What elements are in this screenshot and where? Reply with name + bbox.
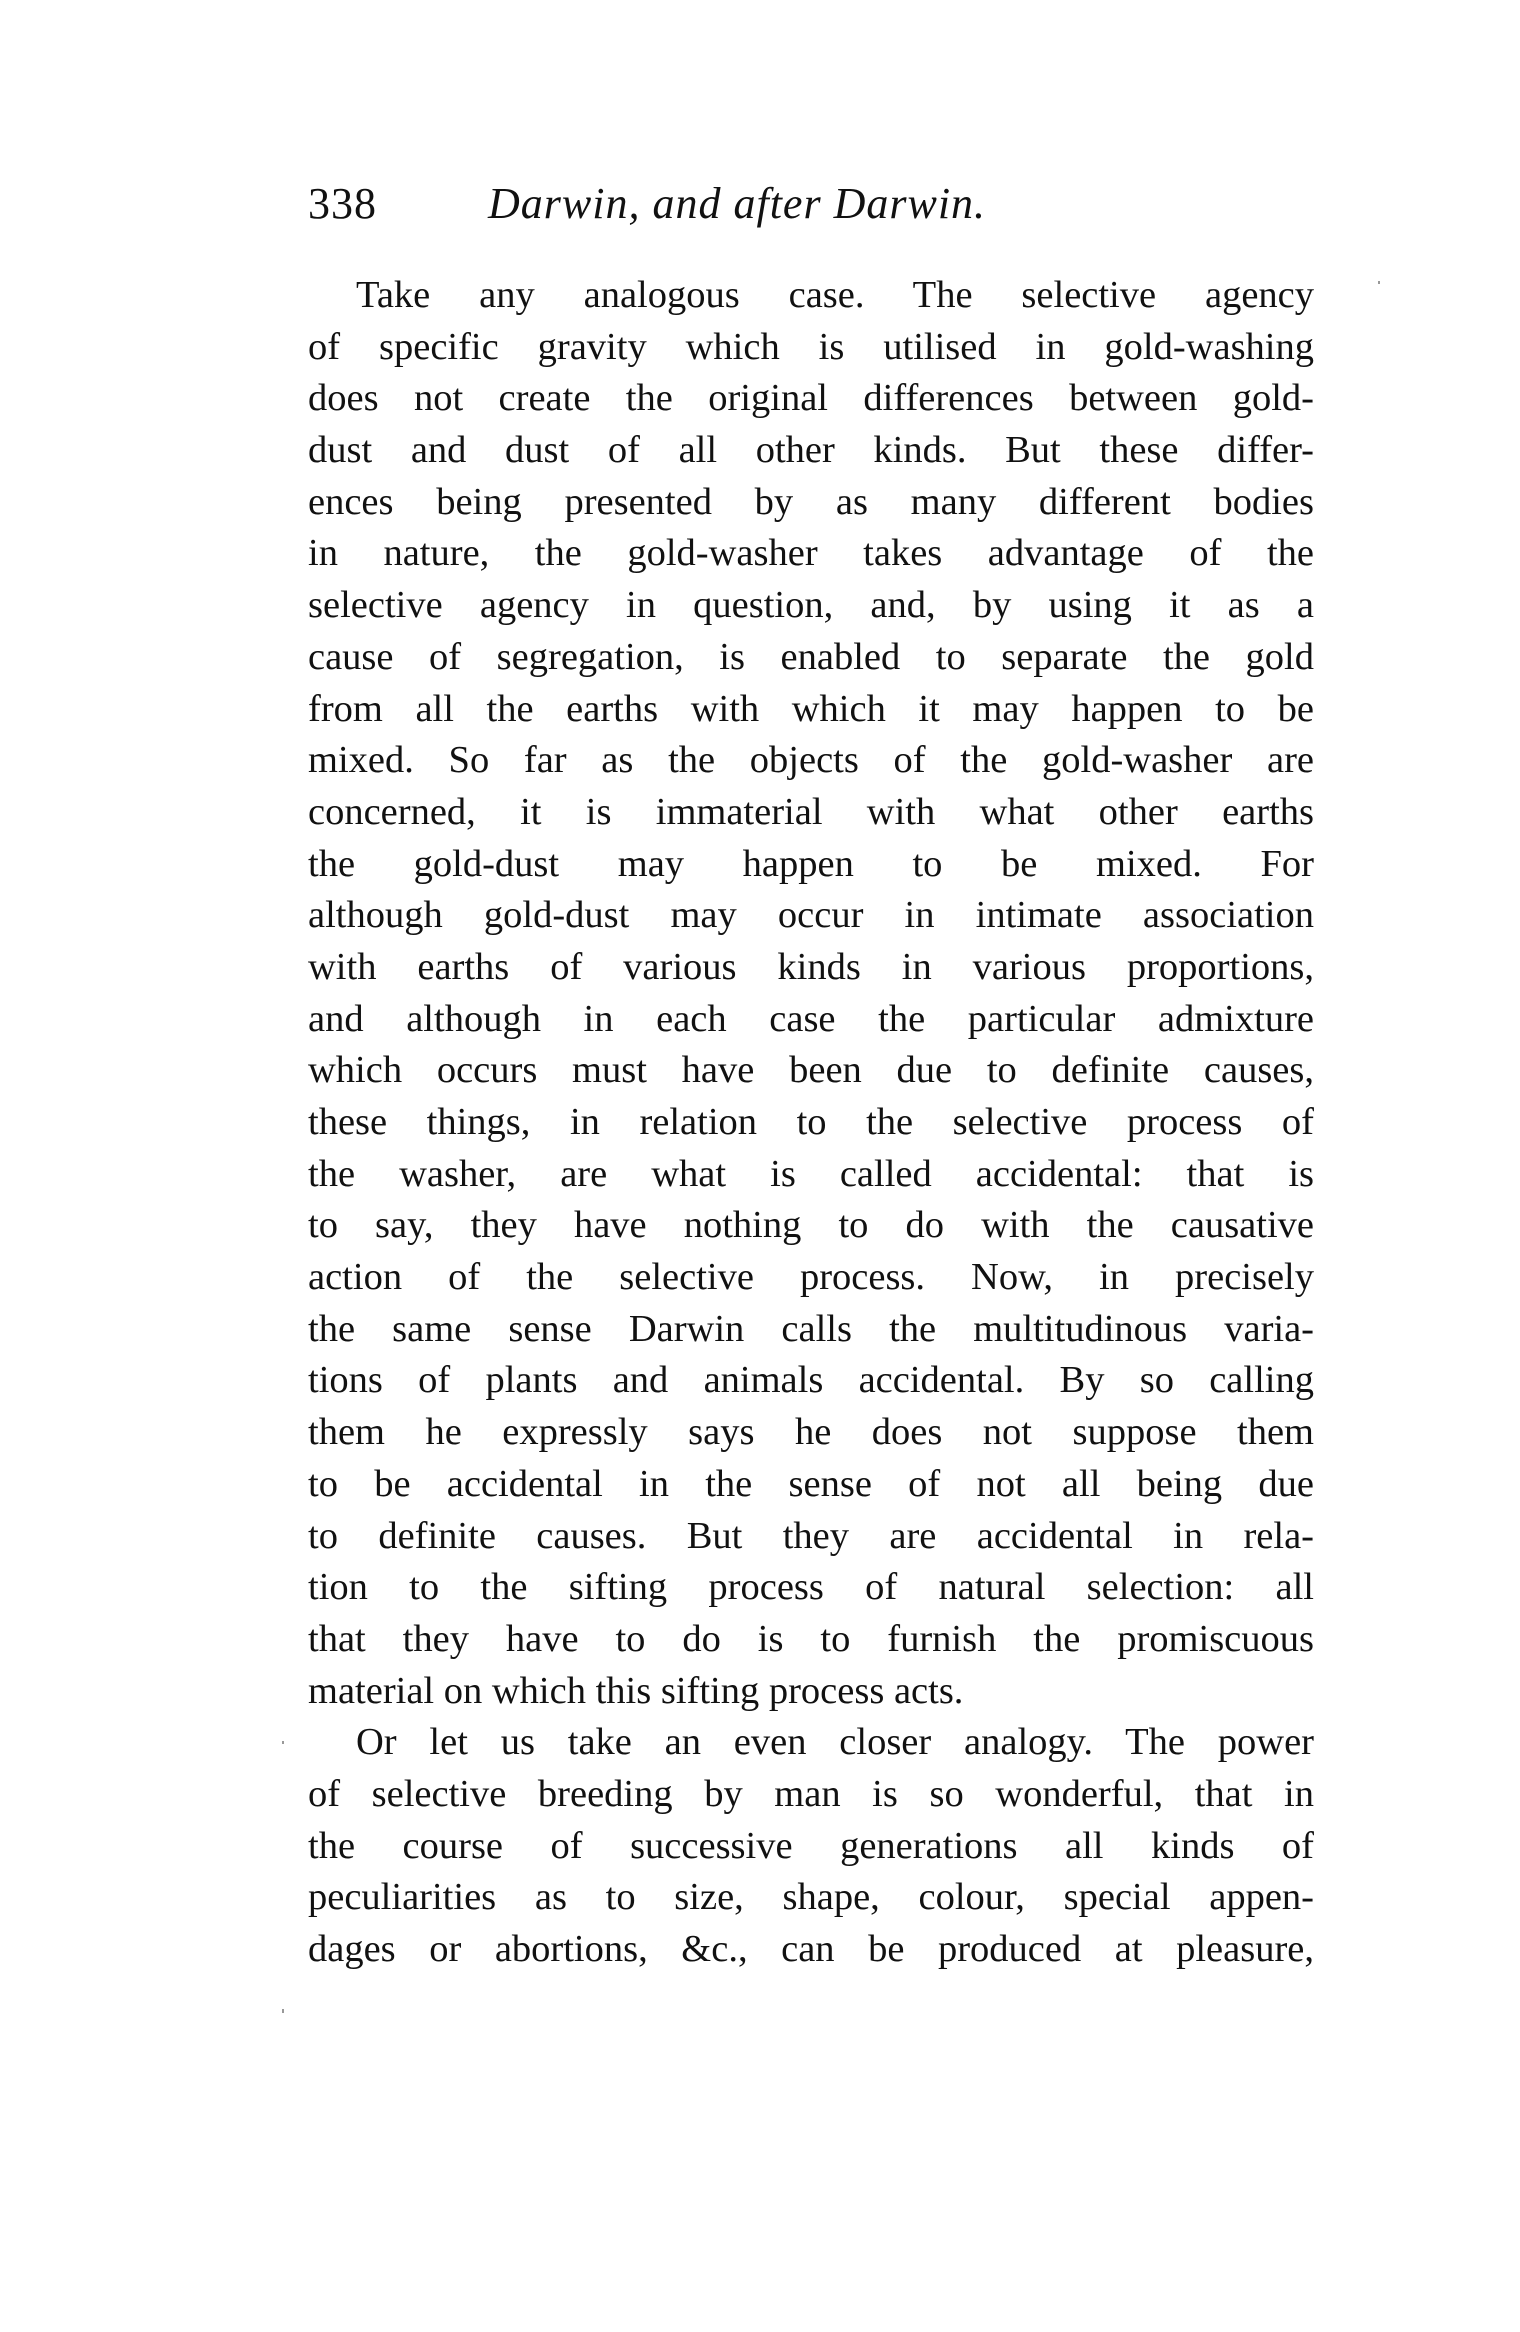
text-line: tion to the sifting process of natural selection: all — [308, 1566, 1314, 1609]
text-line: from all the earths with which it may happen to be — [308, 687, 1314, 730]
scan-speck — [1378, 281, 1380, 284]
text-line: ences being presented by as many different bodies — [308, 480, 1314, 523]
text-line: in nature, the gold-washer takes advantage of the — [308, 532, 1314, 575]
page-number: 338 — [308, 179, 377, 228]
text-line: does not create the original differences between gold- — [308, 377, 1314, 420]
text-line: Take any analogous case. The selective agency — [356, 274, 1314, 316]
body-text — [308, 270, 1314, 1976]
text-line: the same sense Darwin calls the multitudinous varia- — [308, 1307, 1314, 1350]
text-line: of selective breeding by man is so wonderful, that in — [308, 1772, 1314, 1815]
text-line: to definite causes. But they are accidental in rela- — [308, 1514, 1314, 1557]
running-title: Darwin, and after Darwin. — [488, 179, 987, 228]
text-line: dages or abortions, &c., can be produced at pleasure, — [308, 1928, 1314, 1970]
text-line: to be accidental in the sense of not all being due — [308, 1462, 1314, 1505]
running-header — [308, 178, 1318, 238]
paragraph — [308, 270, 1314, 1717]
paragraph — [308, 1717, 1314, 1975]
text-line: them he expressly says he does not suppose them — [308, 1411, 1314, 1454]
text-line: action of the selective process. Now, in precisely — [308, 1256, 1314, 1299]
text-line: selective agency in question, and, by using it as a — [308, 584, 1314, 627]
scan-speck — [282, 2009, 284, 2013]
text-line: mixed. So far as the objects of the gold-washer are — [308, 739, 1314, 782]
text-line: which occurs must have been due to definite causes, — [308, 1049, 1314, 1092]
text-line: Or let us take an even closer analogy. The power — [356, 1721, 1314, 1764]
text-line: tions of plants and animals accidental. By so calling — [308, 1359, 1314, 1402]
text-line: of specific gravity which is utilised in gold-washing — [308, 325, 1314, 368]
text-line: with earths of various kinds in various proportions, — [308, 945, 1314, 988]
scan-speck — [282, 1741, 284, 1744]
text-line: the course of successive generations all kinds of — [308, 1824, 1314, 1867]
text-line: peculiarities as to size, shape, colour, special appen- — [308, 1876, 1314, 1919]
text-line: concerned, it is immaterial with what other earths — [308, 790, 1314, 833]
text-line: and although in each case the particular admixture — [308, 997, 1314, 1040]
text-line: that they have to do is to furnish the promiscuous — [308, 1617, 1314, 1660]
text-line: these things, in relation to the selective process of — [308, 1101, 1314, 1143]
text-line: to say, they have nothing to do with the causative — [308, 1204, 1314, 1247]
text-line: cause of segregation, is enabled to separate the gold — [308, 635, 1314, 678]
text-line: although gold-dust may occur in intimate association — [308, 894, 1314, 937]
text-line: the washer, are what is called accidental: that is — [308, 1152, 1314, 1195]
text-line: material on which this sifting process acts. — [308, 1669, 964, 1712]
text-line: the gold-dust may happen to be mixed. For — [308, 842, 1314, 885]
text-line: dust and dust of all other kinds. But these differ- — [308, 429, 1314, 472]
